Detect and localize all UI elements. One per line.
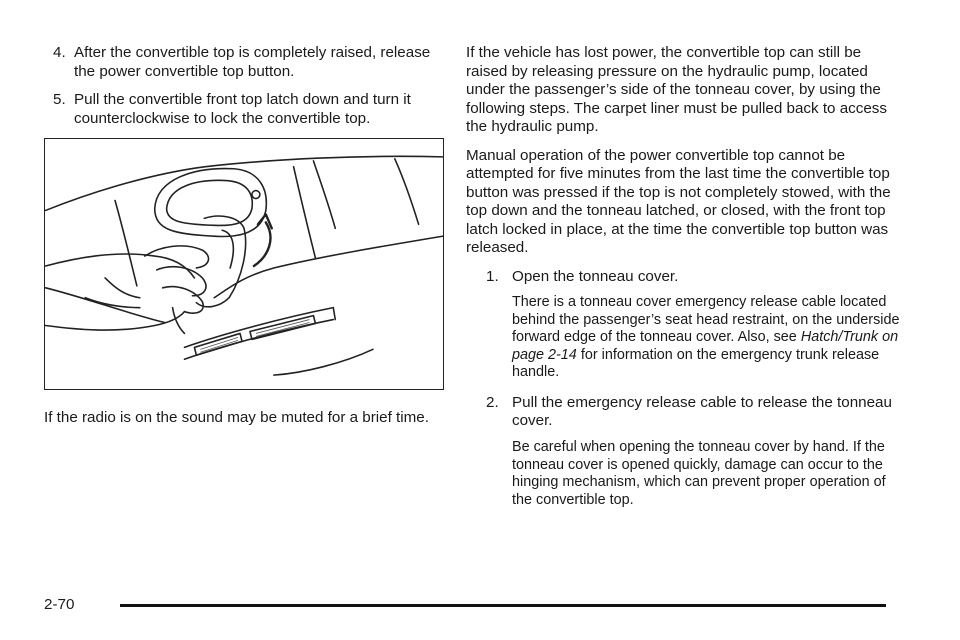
left-column bbox=[44, 44, 454, 138]
step-2-note: Be careful when opening the tonneau cover by hand. If the tonneau cover is opened quickly, damage can occur to the hinging mechanism, which can prevent proper operation of the convertible top. bbox=[512, 438, 886, 508]
manual-operation-paragraph: Manual operation of the power convertible top cannot be attempted for five minutes from the last time the convertible top button was pressed if the top is not completely stowed, with the top down and the tonneau latched, or closed, with the front top latch locked in place, at the time the convertible top button was released. bbox=[466, 146, 891, 256]
step-5 bbox=[44, 91, 454, 128]
latch-illustration bbox=[44, 138, 444, 390]
note-text: There is a tonneau cover emergency release cable located behind the passenger’s seat head restraint, on the underside forward edge of the tonneau cover. Also, see bbox=[512, 294, 900, 346]
step-4 bbox=[44, 44, 454, 81]
step-number: 4. bbox=[53, 44, 66, 61]
cross-reference-link[interactable]: Hatch/Trunk on page 2-14 bbox=[512, 329, 899, 363]
right-column bbox=[466, 44, 906, 521]
figure-caption bbox=[44, 409, 454, 438]
footer-rule bbox=[120, 604, 886, 607]
step-1-note bbox=[466, 294, 906, 382]
caption-text: If the radio is on the sound may be muted for a brief time. bbox=[44, 409, 429, 426]
step-number: 1. bbox=[486, 267, 499, 285]
intro-paragraph: If the vehicle has lost power, the convertible top can still be raised by releasing pressure on the hydraulic pump, located under the passenger’s side of the tonneau cover, by using the following steps. The carpet liner must be pulled back to access the hydraulic pump. bbox=[466, 44, 887, 135]
step-1 bbox=[466, 268, 906, 287]
step-text: After the convertible top is completely raised, release the power convertible top button. bbox=[74, 44, 431, 80]
step-text: Pull the convertible front top latch down and turn it counterclockwise to lock the convertible top. bbox=[74, 91, 411, 127]
note-text: for information on the emergency trunk release handle. bbox=[512, 346, 880, 381]
step-number: 5. bbox=[53, 91, 66, 108]
step-text: Pull the emergency release cable to release the tonneau cover. bbox=[512, 393, 892, 430]
step-text: Open the tonneau cover. bbox=[512, 267, 679, 285]
page-number: 2-70 bbox=[44, 596, 75, 613]
latch-drawing bbox=[45, 139, 443, 389]
step-2 bbox=[466, 394, 906, 431]
step-number: 2. bbox=[486, 393, 499, 411]
